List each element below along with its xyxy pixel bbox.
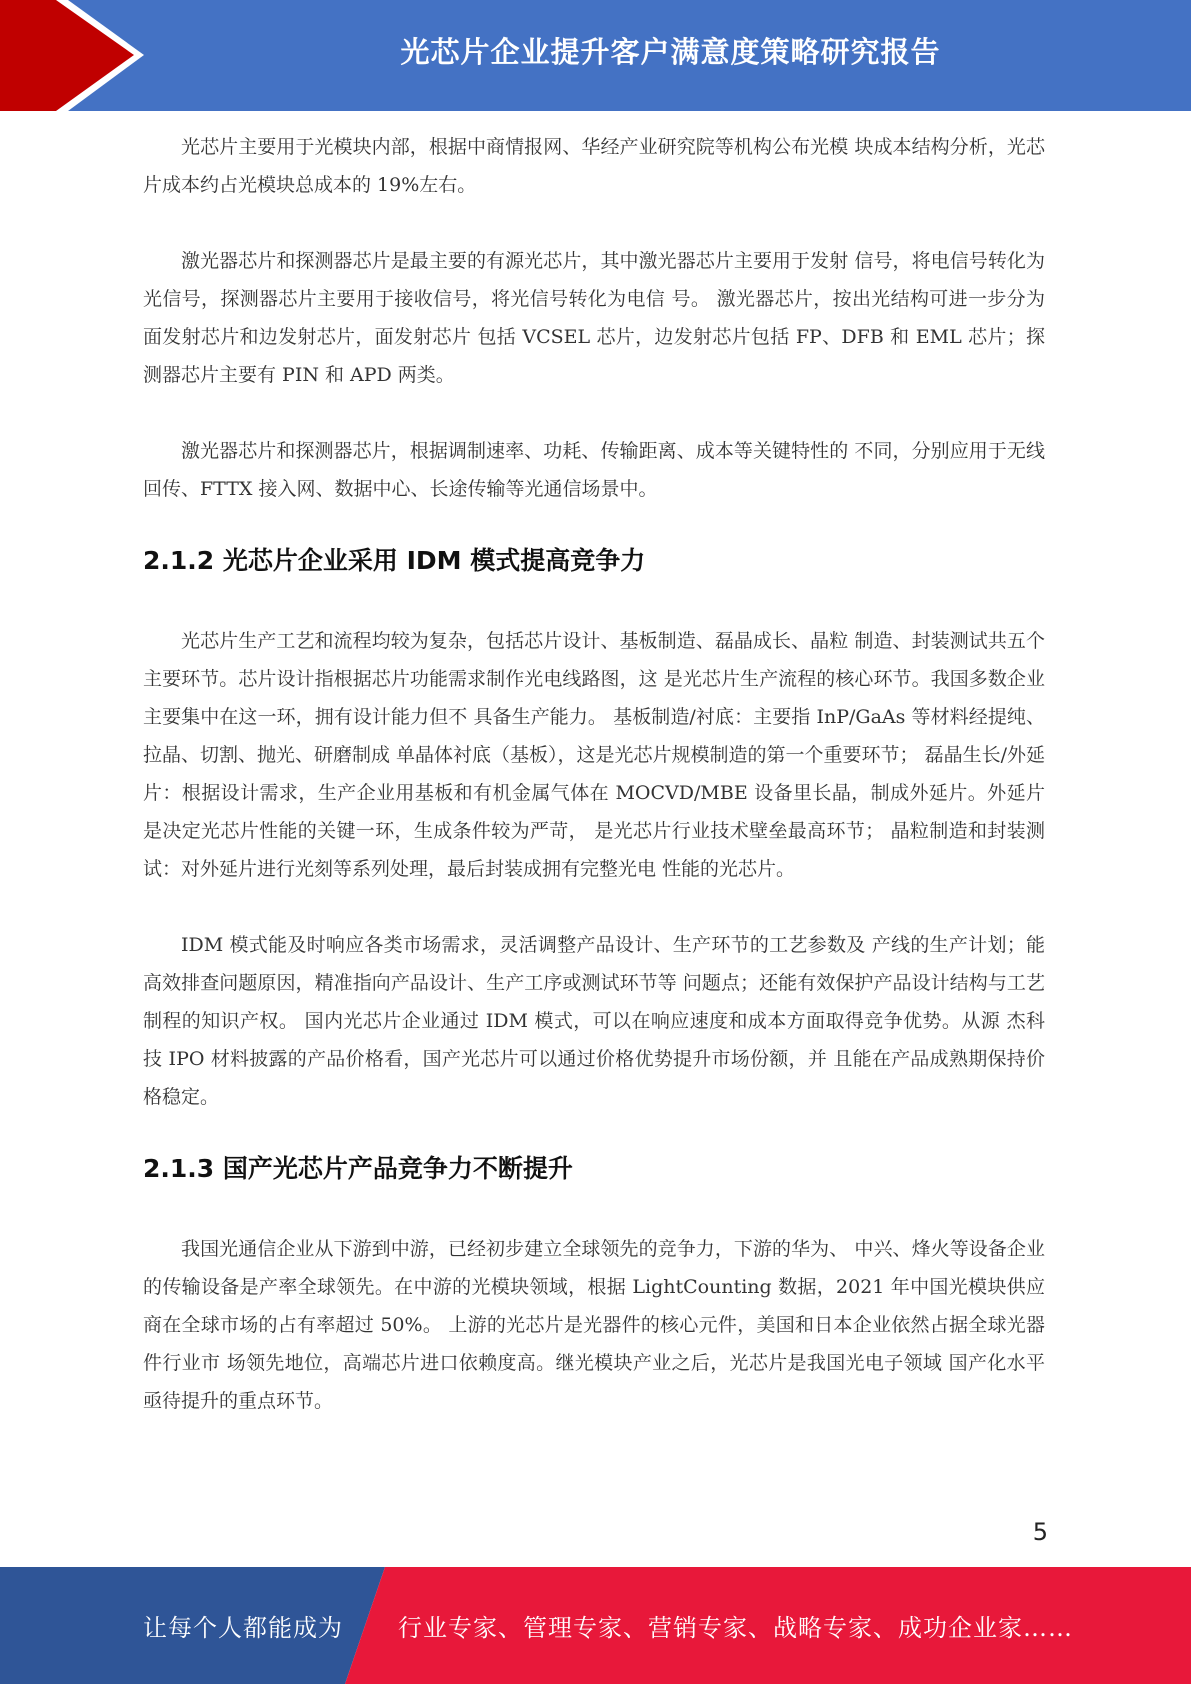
footer-slogan-left: 让每个人都能成为 (143, 1614, 343, 1642)
section-heading: 2.1.2 光芯片企业采用 IDM 模式提高竞争力 (143, 546, 646, 575)
paragraph: 激光器芯片和探测器芯片是最主要的有源光芯片，其中激光器芯片主要用于发射 信号，将电信号转化为光信号，探测器芯片主要用于接收信号，将光信号转化为电信 号。 激光器芯片，按出光结构可进一步分为面发射芯片和边发射芯片，面发射芯片 包括 VCSEL 芯片，边发射芯片包括 FP、DFB 和 EML 芯片；探测器芯片主要有 PIN 和 APD 两类。 (143, 250, 1045, 386)
footer-band (0, 1567, 1191, 1684)
document-body (143, 128, 1045, 1420)
header-band (0, 0, 1191, 111)
page-number: 5 (1032, 1518, 1048, 1546)
paragraph: IDM 模式能及时响应各类市场需求，灵活调整产品设计、生产环节的工艺参数及 产线的生产计划；能高效排查问题原因，精准指向产品设计、生产工序或测试环节等 问题点；还能有效保护产品设计结构与工艺制程的知识产权。 国内光芯片企业通过 IDM 模式，可以在响应速度和成本方面取得竞争优势。从源 杰科技 IPO 材料披露的产品价格看，国产光芯片可以通过价格优势提升市场份额，并 且能在产品成熟期保持价格稳定。 (143, 934, 1045, 1108)
paragraph: 我国光通信企业从下游到中游，已经初步建立全球领先的竞争力，下游的华为、 中兴、烽火等设备企业的传输设备是产率全球领先。在中游的光模块领域，根据 LightCounting 数据，2021 年中国光模块供应商在全球市场的占有率超过 50%。 上游的光芯片是光器件的核心元件，美国和日本企业依然占据全球光器件行业市 场领先地位，高端芯片进口依赖度高。继光模块产业之后，光芯片是我国光电子领域 国产化水平亟待提升的重点环节。 (143, 1238, 1045, 1412)
footer-slogan-right: 行业专家、管理专家、营销专家、战略专家、成功企业家…… (398, 1614, 1073, 1642)
paragraph: 激光器芯片和探测器芯片，根据调制速率、功耗、传输距离、成本等关键特性的 不同，分别应用于无线回传、FTTX 接入网、数据中心、长途传输等光通信场景中。 (143, 440, 1045, 500)
paragraph: 光芯片主要用于光模块内部，根据中商情报网、华经产业研究院等机构公布光模 块成本结构分析，光芯片成本约占光模块总成本的 19%左右。 (143, 136, 1045, 196)
paragraph: 光芯片生产工艺和流程均较为复杂，包括芯片设计、基板制造、磊晶成长、晶粒 制造、封装测试共五个主要环节。芯片设计指根据芯片功能需求制作光电线路图，这 是光芯片生产流程的核心环节。我国多数企业主要集中在这一环，拥有设计能力但不 具备生产能力。 基板制造/衬底：主要指 InP/GaAs 等材料经提纯、拉晶、切割、抛光、研磨制成 单晶体衬底（基板），这是光芯片规模制造的第一个重要环节； 磊晶生长/外延片：根据设计需求，生产企业用基板和有机金属气体在 MOCVD/MBE 设备里长晶，制成外延片。外延片是决定光芯片性能的关键一环，生成条件较为严苛， 是光芯片行业技术壁垒最高环节； 晶粒制造和封装测试：对外延片进行光刻等系列处理，最后封装成拥有完整光电 性能的光芯片。 (143, 630, 1045, 880)
document-title: 光芯片企业提升客户满意度策略研究报告 (400, 34, 941, 69)
section-heading: 2.1.3 国产光芯片产品竞争力不断提升 (143, 1154, 573, 1183)
header-arrow-decoration (0, 0, 160, 111)
